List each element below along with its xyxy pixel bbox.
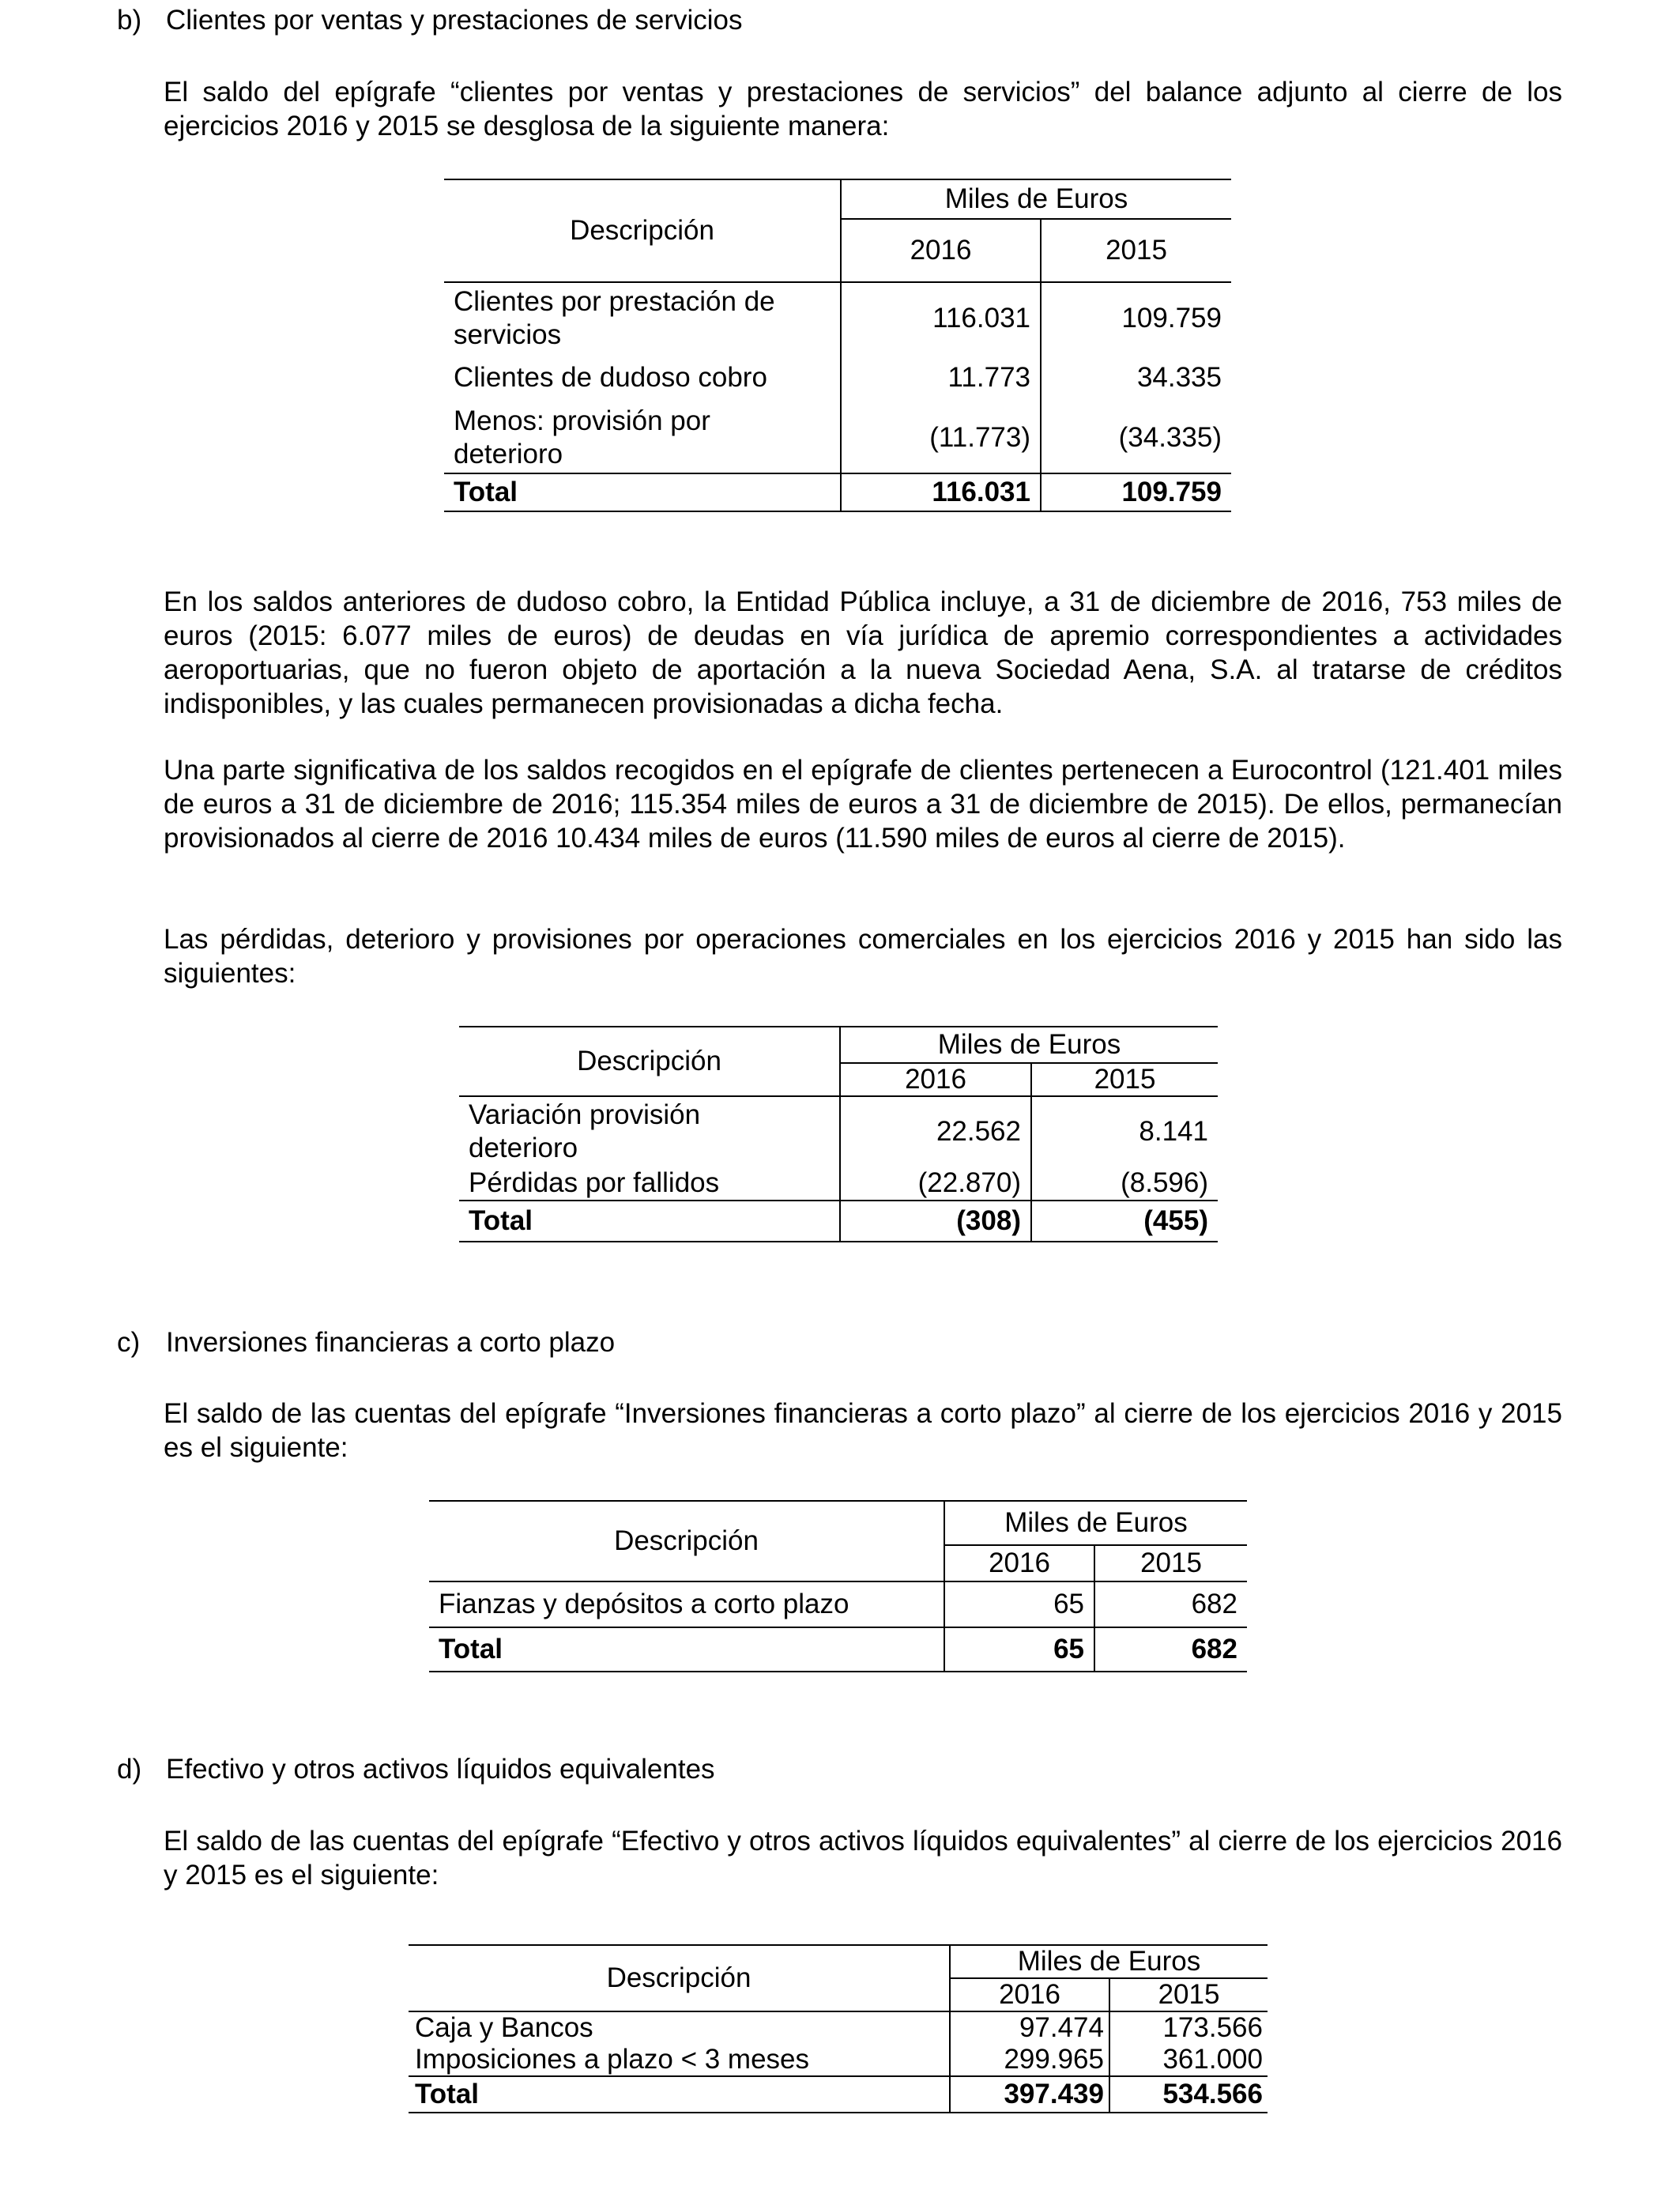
row-value-2015: 173.566 xyxy=(1162,2012,1263,2043)
section-b-paragraph-dudoso: En los saldos anteriores de dudoso cobro, la Entidad Pública incluye, a 31 de diciembre de 2016, 753 miles de euros (2015: 6.077 miles de euros) de deudas en vía jurídica de apremio correspondientes a actividades aeroportuarias, que no fueron objeto de aportación a la nueva Sociedad Aena, S.A. al tratarse de créditos indisponibles, y las cuales permanecen provisionadas a dicha fecha. xyxy=(164,586,1562,719)
table-total-row xyxy=(429,1627,1247,1672)
total-label: Total xyxy=(409,2076,950,2113)
section-b-intro: El saldo del epígrafe “clientes por ventas y prestaciones de servicios” del balance adjunto al cierre de los ejercicios 2016 y 2015 se desglosa de la siguiente manera: xyxy=(164,77,1562,141)
row-value-2016: 299.965 xyxy=(950,2044,1109,2076)
row-value-2015: 8.141 xyxy=(1139,1115,1208,1147)
total-label: Total xyxy=(444,473,841,511)
row-label: Caja y Bancos xyxy=(409,2011,950,2044)
table-desc-header: Descripción xyxy=(459,1027,840,1096)
table-row xyxy=(444,282,1231,353)
table-desc-header: Descripción xyxy=(429,1501,944,1581)
inversiones-table xyxy=(429,1500,1247,1672)
section-d-title: Efectivo y otros activos líquidos equivalentes xyxy=(166,1754,715,1785)
row-value-2015: 34.335 xyxy=(1136,362,1222,393)
total-value-2016: 65 xyxy=(944,1627,1094,1672)
total-value-2016: 116.031 xyxy=(841,473,1041,511)
efectivo-table xyxy=(409,1944,1268,2113)
row-label: Clientes de dudoso cobro xyxy=(444,353,841,402)
table-year-header: 2016 xyxy=(950,1978,1109,2011)
table-group-header: Miles de Euros xyxy=(950,1945,1268,1978)
section-b-heading xyxy=(117,4,743,37)
table-year-header: 2015 xyxy=(1109,1978,1268,2011)
row-label: Fianzas y depósitos a corto plazo xyxy=(429,1581,944,1627)
section-b-letter: b) xyxy=(117,5,142,36)
row-value-2016: (22.870) xyxy=(840,1166,1031,1201)
perdidas-table xyxy=(459,1026,1218,1242)
table-group-header: Miles de Euros xyxy=(944,1501,1247,1545)
row-label: Menos: provisión por deterioro xyxy=(444,402,841,473)
total-value-2015: (455) xyxy=(1031,1201,1218,1242)
row-value-2015: (34.335) xyxy=(1118,421,1222,453)
table-year-header: 2015 xyxy=(1041,219,1231,282)
row-label: Variación provisión deterioro xyxy=(459,1096,840,1166)
total-label: Total xyxy=(429,1627,944,1672)
table-year-header: 2015 xyxy=(1094,1545,1247,1581)
table-row xyxy=(444,402,1231,473)
section-d-heading xyxy=(117,1753,715,1786)
table-total-row xyxy=(444,473,1231,511)
section-d-letter: d) xyxy=(117,1754,142,1785)
section-b-paragraph-eurocontrol: Una parte significativa de los saldos recogidos en el epígrafe de clientes pertenecen a Eurocontrol (121.401 miles de euros a 31 de diciembre de 2016; 115.354 miles de euros a 31 de diciembre de 2015). De ellos, permanecían provisionados al cierre de 2016 10.434 miles de euros (11.590 miles de euros al cierre de 2015). xyxy=(164,755,1562,854)
total-label: Total xyxy=(459,1201,840,1242)
table-desc-header: Descripción xyxy=(444,179,841,282)
row-label: Pérdidas por fallidos xyxy=(459,1166,840,1201)
row-value-2016: 97.474 xyxy=(950,2011,1109,2044)
table-row xyxy=(459,1166,1218,1201)
total-value-2016: (308) xyxy=(840,1201,1031,1242)
section-b-paragraph-perdidas: Las pérdidas, deterioro y provisiones por operaciones comerciales en los ejercicios 2016 y 2015 han sido las siguientes: xyxy=(164,924,1562,989)
section-c-title: Inversiones financieras a corto plazo xyxy=(166,1327,616,1358)
section-d-intro: El saldo de las cuentas del epígrafe “Efectivo y otros activos líquidos equivalentes” al cierre de los ejercicios 2016 y 2015 es el siguiente: xyxy=(164,1826,1562,1891)
row-value-2016: 11.773 xyxy=(841,353,1041,402)
row-value-2015: (8.596) xyxy=(1121,1167,1208,1198)
row-label: Imposiciones a plazo < 3 meses xyxy=(409,2044,950,2076)
table-year-header: 2016 xyxy=(841,219,1041,282)
total-value-2015: 109.759 xyxy=(1041,473,1231,511)
section-c-intro: El saldo de las cuentas del epígrafe “Inversiones financieras a corto plazo” al cierre de los ejercicios 2016 y 2015 es el siguiente: xyxy=(164,1398,1562,1463)
row-value-2015: 109.759 xyxy=(1121,302,1222,334)
table-row xyxy=(409,2044,1268,2076)
row-label: Clientes por prestación de servicios xyxy=(444,282,841,353)
table-row xyxy=(429,1581,1247,1627)
row-value-2016: (11.773) xyxy=(841,402,1041,473)
total-value-2015: 682 xyxy=(1094,1627,1247,1672)
clientes-table xyxy=(444,179,1231,512)
section-b-title: Clientes por ventas y prestaciones de servicios xyxy=(166,5,743,36)
table-year-header: 2015 xyxy=(1031,1063,1218,1096)
table-year-header: 2016 xyxy=(840,1063,1031,1096)
row-value-2015: 682 xyxy=(1191,1589,1237,1619)
total-value-2016: 397.439 xyxy=(950,2076,1109,2113)
row-value-2016: 116.031 xyxy=(841,282,1041,353)
table-desc-header: Descripción xyxy=(409,1945,950,2011)
table-row xyxy=(444,353,1231,402)
row-value-2016: 65 xyxy=(944,1581,1094,1627)
row-value-2015: 361.000 xyxy=(1162,2044,1263,2075)
table-total-row xyxy=(459,1201,1218,1242)
table-year-header: 2016 xyxy=(944,1545,1094,1581)
table-group-header: Miles de Euros xyxy=(840,1027,1218,1063)
table-row xyxy=(409,2011,1268,2044)
table-total-row xyxy=(409,2076,1268,2113)
row-value-2016: 22.562 xyxy=(840,1096,1031,1166)
total-value-2015: 534.566 xyxy=(1109,2076,1268,2113)
section-c-heading xyxy=(117,1326,615,1359)
table-row xyxy=(459,1096,1218,1166)
table-group-header: Miles de Euros xyxy=(841,179,1231,219)
section-c-letter: c) xyxy=(117,1327,141,1358)
